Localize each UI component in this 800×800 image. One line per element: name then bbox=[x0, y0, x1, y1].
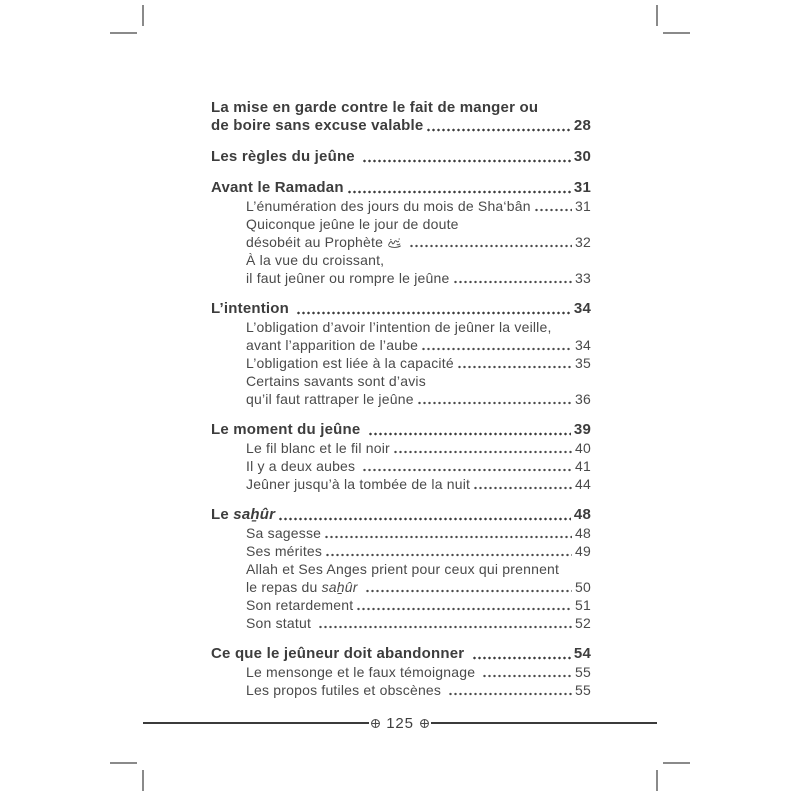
toc-entry-label bbox=[246, 197, 531, 215]
toc-entry-text: Le fil blanc et le fil noir bbox=[246, 440, 390, 456]
toc-entry-text: désobéit au Prophète bbox=[246, 234, 388, 250]
toc-entry bbox=[246, 233, 591, 251]
toc-leader-dots bbox=[425, 117, 571, 135]
crop-mark-top-right-horizontal bbox=[663, 32, 690, 34]
toc-entry bbox=[246, 372, 591, 390]
toc-entry-label bbox=[246, 318, 552, 336]
toc-entry-page-number: 34 bbox=[573, 300, 591, 317]
toc-entry-page-number: 50 bbox=[575, 579, 591, 595]
toc-entry bbox=[211, 645, 591, 663]
toc-entry-text: Son statut bbox=[246, 615, 316, 631]
toc-entry-text: L’obligation d’avoir l’intention de jeûner la veille, bbox=[246, 319, 552, 335]
toc-entry-text bbox=[402, 234, 406, 250]
toc-leader-dots bbox=[481, 663, 572, 681]
toc-leader-dots bbox=[317, 614, 572, 632]
toc-leader-dots bbox=[408, 233, 572, 251]
toc-entry-page-number: 35 bbox=[575, 355, 591, 371]
toc-entry-page-number: 28 bbox=[573, 117, 591, 134]
toc-entry-text: Il y a deux aubes bbox=[246, 458, 360, 474]
toc-entry-label bbox=[246, 215, 459, 233]
toc-entry-page-number: 31 bbox=[575, 198, 591, 214]
toc-section bbox=[211, 506, 591, 632]
rosette-circle-icon bbox=[419, 718, 430, 729]
toc-entry-label bbox=[211, 421, 365, 439]
toc-entry-text: Son retardement bbox=[246, 597, 354, 613]
toc-entry bbox=[246, 197, 591, 215]
toc-entry-label bbox=[211, 300, 293, 318]
toc-entry-label bbox=[211, 117, 423, 135]
toc-entry bbox=[246, 475, 591, 493]
toc-entry-text: de boire sans excuse valable bbox=[211, 117, 424, 134]
toc-entry-label bbox=[246, 354, 454, 372]
crop-mark-bottom-right-horizontal bbox=[663, 762, 690, 764]
toc-leader-dots bbox=[295, 300, 571, 318]
toc-entry-text: qu’il faut rattraper le jeûne bbox=[246, 391, 414, 407]
toc-entry bbox=[211, 99, 591, 117]
toc-entry-label bbox=[246, 524, 321, 542]
toc-entry-text: Les règles du jeûne bbox=[211, 148, 360, 165]
toc-leader-dots bbox=[416, 390, 572, 408]
table-of-contents bbox=[211, 99, 591, 712]
toc-entry-label bbox=[246, 269, 450, 287]
toc-leader-dots bbox=[472, 475, 572, 493]
toc-leader-dots bbox=[533, 197, 572, 215]
toc-entry-page-number: 39 bbox=[573, 421, 591, 438]
toc-entry-page-number: 30 bbox=[573, 148, 591, 165]
toc-leader-dots bbox=[324, 542, 572, 560]
toc-entry bbox=[246, 336, 591, 354]
toc-section bbox=[211, 148, 591, 166]
toc-leader-dots bbox=[364, 578, 572, 596]
toc-entry-text: Le bbox=[211, 506, 234, 523]
footer-page-number: 125 bbox=[386, 714, 414, 732]
toc-entry-label bbox=[211, 506, 275, 524]
toc-leader-dots bbox=[456, 354, 572, 372]
crop-mark-top-left-vertical bbox=[142, 5, 144, 26]
toc-entry-label bbox=[246, 233, 406, 251]
toc-leader-dots bbox=[361, 148, 571, 166]
toc-entry-text: Sa sagesse bbox=[246, 525, 322, 541]
toc-entry bbox=[246, 663, 591, 681]
toc-leader-dots bbox=[420, 336, 572, 354]
toc-entry-page-number: 44 bbox=[575, 476, 591, 492]
toc-entry-label bbox=[246, 542, 322, 560]
toc-entry bbox=[246, 269, 591, 287]
toc-entry bbox=[246, 542, 591, 560]
toc-entry-label bbox=[246, 372, 426, 390]
toc-leader-dots bbox=[452, 269, 573, 287]
toc-entry-label bbox=[211, 645, 469, 663]
toc-entry-text: le repas du bbox=[246, 579, 322, 595]
toc-leader-dots bbox=[392, 439, 572, 457]
toc-entry-text: il faut jeûner ou rompre le jeûne bbox=[246, 270, 450, 286]
toc-leader-dots bbox=[323, 524, 572, 542]
toc-leader-dots bbox=[367, 421, 571, 439]
toc-entry-label bbox=[246, 475, 470, 493]
crop-mark-bottom-left-horizontal bbox=[110, 762, 137, 764]
toc-entry-text: L’obligation est liée à la capacité bbox=[246, 355, 454, 371]
page-footer bbox=[143, 713, 657, 733]
crop-mark-bottom-left-vertical bbox=[142, 770, 144, 791]
toc-entry-text: À la vue du croissant, bbox=[246, 252, 385, 268]
toc-entry bbox=[246, 596, 591, 614]
toc-entry bbox=[211, 421, 591, 439]
toc-entry-label bbox=[211, 179, 344, 197]
toc-entry-text: Allah et Ses Anges prient pour ceux qui prennent bbox=[246, 561, 560, 577]
toc-entry-label bbox=[246, 457, 359, 475]
toc-entry-text: saẖûr bbox=[233, 506, 276, 523]
toc-entry-label bbox=[211, 148, 359, 166]
toc-entry bbox=[211, 506, 591, 524]
crop-mark-bottom-right-vertical bbox=[656, 770, 658, 791]
toc-entry-page-number: 48 bbox=[575, 525, 591, 541]
toc-section bbox=[211, 645, 591, 699]
toc-section bbox=[211, 300, 591, 408]
toc-entry-text: saẖûr bbox=[321, 579, 358, 595]
toc-entry-label bbox=[246, 251, 384, 269]
toc-entry-page-number: 52 bbox=[575, 615, 591, 631]
toc-entry bbox=[246, 681, 591, 699]
toc-entry-page-number: 32 bbox=[575, 234, 591, 250]
toc-entry-page-number: 31 bbox=[573, 179, 591, 196]
toc-entry-label bbox=[246, 596, 353, 614]
toc-entry-page-number: 51 bbox=[575, 597, 591, 613]
toc-leader-dots bbox=[355, 596, 572, 614]
toc-entry-text bbox=[358, 579, 362, 595]
toc-entry bbox=[246, 560, 591, 578]
toc-entry-text: La mise en garde contre le fait de manger ou bbox=[211, 99, 539, 116]
toc-entry bbox=[246, 578, 591, 596]
toc-leader-dots bbox=[471, 645, 571, 663]
toc-entry bbox=[246, 457, 591, 475]
toc-leader-dots bbox=[447, 681, 572, 699]
toc-entry-label bbox=[246, 663, 479, 681]
toc-entry-label bbox=[246, 390, 414, 408]
toc-entry bbox=[246, 318, 591, 336]
toc-entry-label bbox=[246, 614, 315, 632]
toc-entry bbox=[246, 439, 591, 457]
toc-entry-page-number: 36 bbox=[575, 391, 591, 407]
toc-entry-text: L’énumération des jours du mois de Sha‘bân bbox=[246, 198, 531, 214]
toc-entry-label bbox=[246, 681, 445, 699]
crop-mark-top-right-vertical bbox=[656, 5, 658, 26]
pbuh-ligature-icon bbox=[387, 233, 402, 251]
toc-entry-label bbox=[246, 336, 418, 354]
toc-entry bbox=[211, 117, 591, 135]
toc-entry-text: L’intention bbox=[211, 300, 294, 317]
toc-leader-dots bbox=[361, 457, 572, 475]
toc-section bbox=[211, 99, 591, 135]
toc-leader-dots bbox=[277, 506, 571, 524]
toc-entry bbox=[211, 179, 591, 197]
toc-entry bbox=[211, 148, 591, 166]
toc-entry-page-number: 34 bbox=[575, 337, 591, 353]
toc-entry-label bbox=[211, 99, 538, 117]
toc-entry bbox=[246, 390, 591, 408]
toc-entry bbox=[246, 215, 591, 233]
toc-entry-text: Le mensonge et le faux témoignage bbox=[246, 664, 480, 680]
toc-entry-page-number: 40 bbox=[575, 440, 591, 456]
toc-section bbox=[211, 421, 591, 493]
toc-entry bbox=[246, 251, 591, 269]
crop-mark-top-left-horizontal bbox=[110, 32, 137, 34]
toc-entry-page-number: 48 bbox=[573, 506, 591, 523]
toc-entry-page-number: 55 bbox=[575, 664, 591, 680]
toc-entry-text: Les propos futiles et obscènes bbox=[246, 682, 446, 698]
toc-leader-dots bbox=[346, 179, 571, 197]
toc-entry-page-number: 41 bbox=[575, 458, 591, 474]
toc-entry-page-number: 54 bbox=[573, 645, 591, 662]
toc-entry-label bbox=[246, 439, 390, 457]
footer-rule-right bbox=[431, 722, 657, 724]
toc-entry-page-number: 33 bbox=[575, 270, 591, 286]
toc-entry-page-number: 55 bbox=[575, 682, 591, 698]
rosette-circle-icon bbox=[370, 718, 381, 729]
toc-entry-text: avant l’apparition de l’aube bbox=[246, 337, 419, 353]
toc-entry bbox=[246, 524, 591, 542]
toc-entry-text: Le moment du jeûne bbox=[211, 421, 365, 438]
toc-entry bbox=[246, 614, 591, 632]
toc-entry-label bbox=[246, 578, 362, 596]
toc-entry-text: Ce que le jeûneur doit abandonner bbox=[211, 645, 469, 662]
toc-entry-label bbox=[246, 560, 559, 578]
toc-entry-text: Quiconque jeûne le jour de doute bbox=[246, 216, 459, 232]
toc-entry-text: Avant le Ramadan bbox=[211, 179, 344, 196]
toc-entry-text: Jeûner jusqu’à la tombée de la nuit bbox=[246, 476, 471, 492]
footer-rule-left bbox=[143, 722, 369, 724]
toc-entry bbox=[211, 300, 591, 318]
toc-section bbox=[211, 179, 591, 287]
toc-entry-text: Certains savants sont d’avis bbox=[246, 373, 426, 389]
toc-entry bbox=[246, 354, 591, 372]
toc-entry-text: Ses mérites bbox=[246, 543, 323, 559]
toc-entry-page-number: 49 bbox=[575, 543, 591, 559]
